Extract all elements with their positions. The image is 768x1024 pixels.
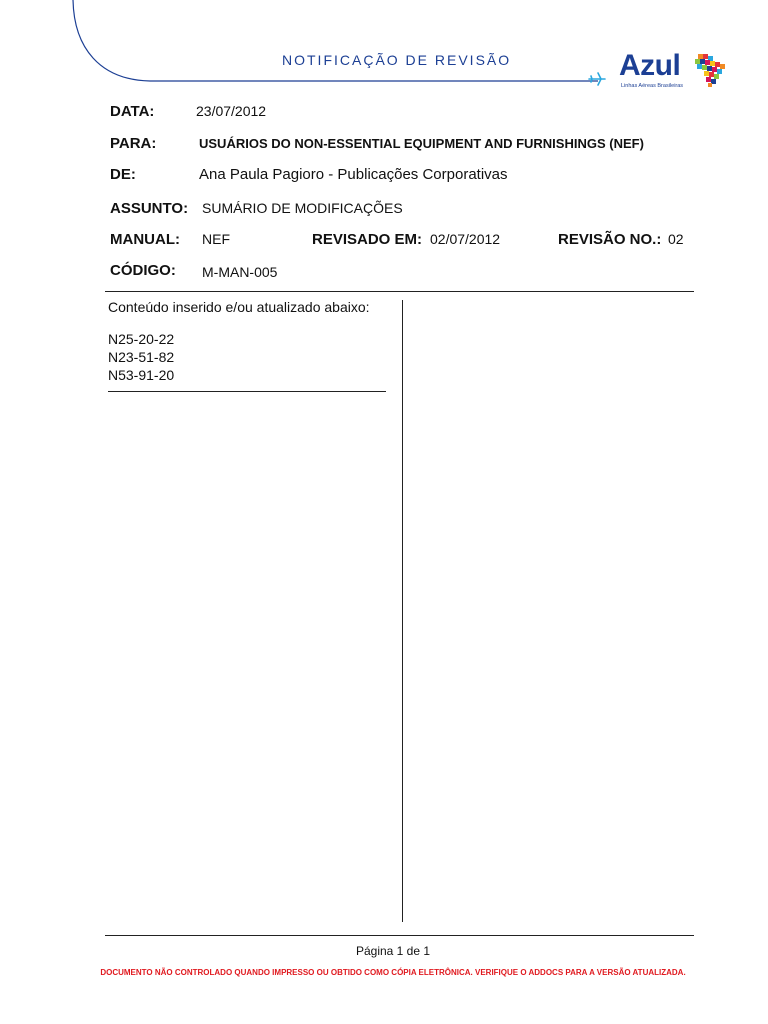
logo-tagline: Linhas Aéreas Brasileiras [621,83,684,89]
para-label: PARA: [110,135,157,152]
footer-divider [105,935,694,936]
revisao-label: REVISÃO NO.: [558,231,662,248]
manual-label: MANUAL: [110,231,180,248]
assunto-value: SUMÁRIO DE MODIFICAÇÕES [202,200,403,216]
codigo-value: M-MAN-005 [202,264,278,280]
de-value: Ana Paula Pagioro - Publicações Corporativas [199,166,508,183]
content-intro: Conteúdo inserido e/ou atualizado abaixo: [108,299,370,315]
page-number: Página 1 de 1 [355,944,431,958]
data-label: DATA: [110,103,155,120]
assunto-label: ASSUNTO: [110,200,189,217]
para-value: USUÁRIOS DO NON-ESSENTIAL EQUIPMENT AND FURNISHINGS (NEF) [199,136,644,151]
airplane-icon [588,71,606,87]
column-divider [402,300,403,922]
disclaimer: DOCUMENTO NÃO CONTROLADO QUANDO IMPRESSO OU OBTIDO COMO CÓPIA ELETRÔNICA. VERIFIQUE O ADDOCS PARA A VERSÃO ATUALIZADA. [100,968,686,977]
revisado-label: REVISADO EM: [312,231,423,248]
revisao-value: 02 [668,231,684,247]
data-value: 23/07/2012 [196,103,267,119]
list-item: N53-91-20 [108,367,175,383]
de-label: DE: [110,166,136,183]
list-item: N23-51-82 [108,349,175,365]
header-divider [105,291,694,292]
content-divider [108,391,386,392]
logo-wordmark: Azul [619,49,681,82]
manual-value: NEF [202,231,230,247]
document-title: NOTIFICAÇÃO DE REVISÃO [282,52,512,68]
brazil-map-icon [692,52,728,88]
revisado-value: 02/07/2012 [430,231,501,247]
codigo-label: CÓDIGO: [110,262,176,279]
list-item: N25-20-22 [108,331,175,347]
content-list [108,330,174,384]
